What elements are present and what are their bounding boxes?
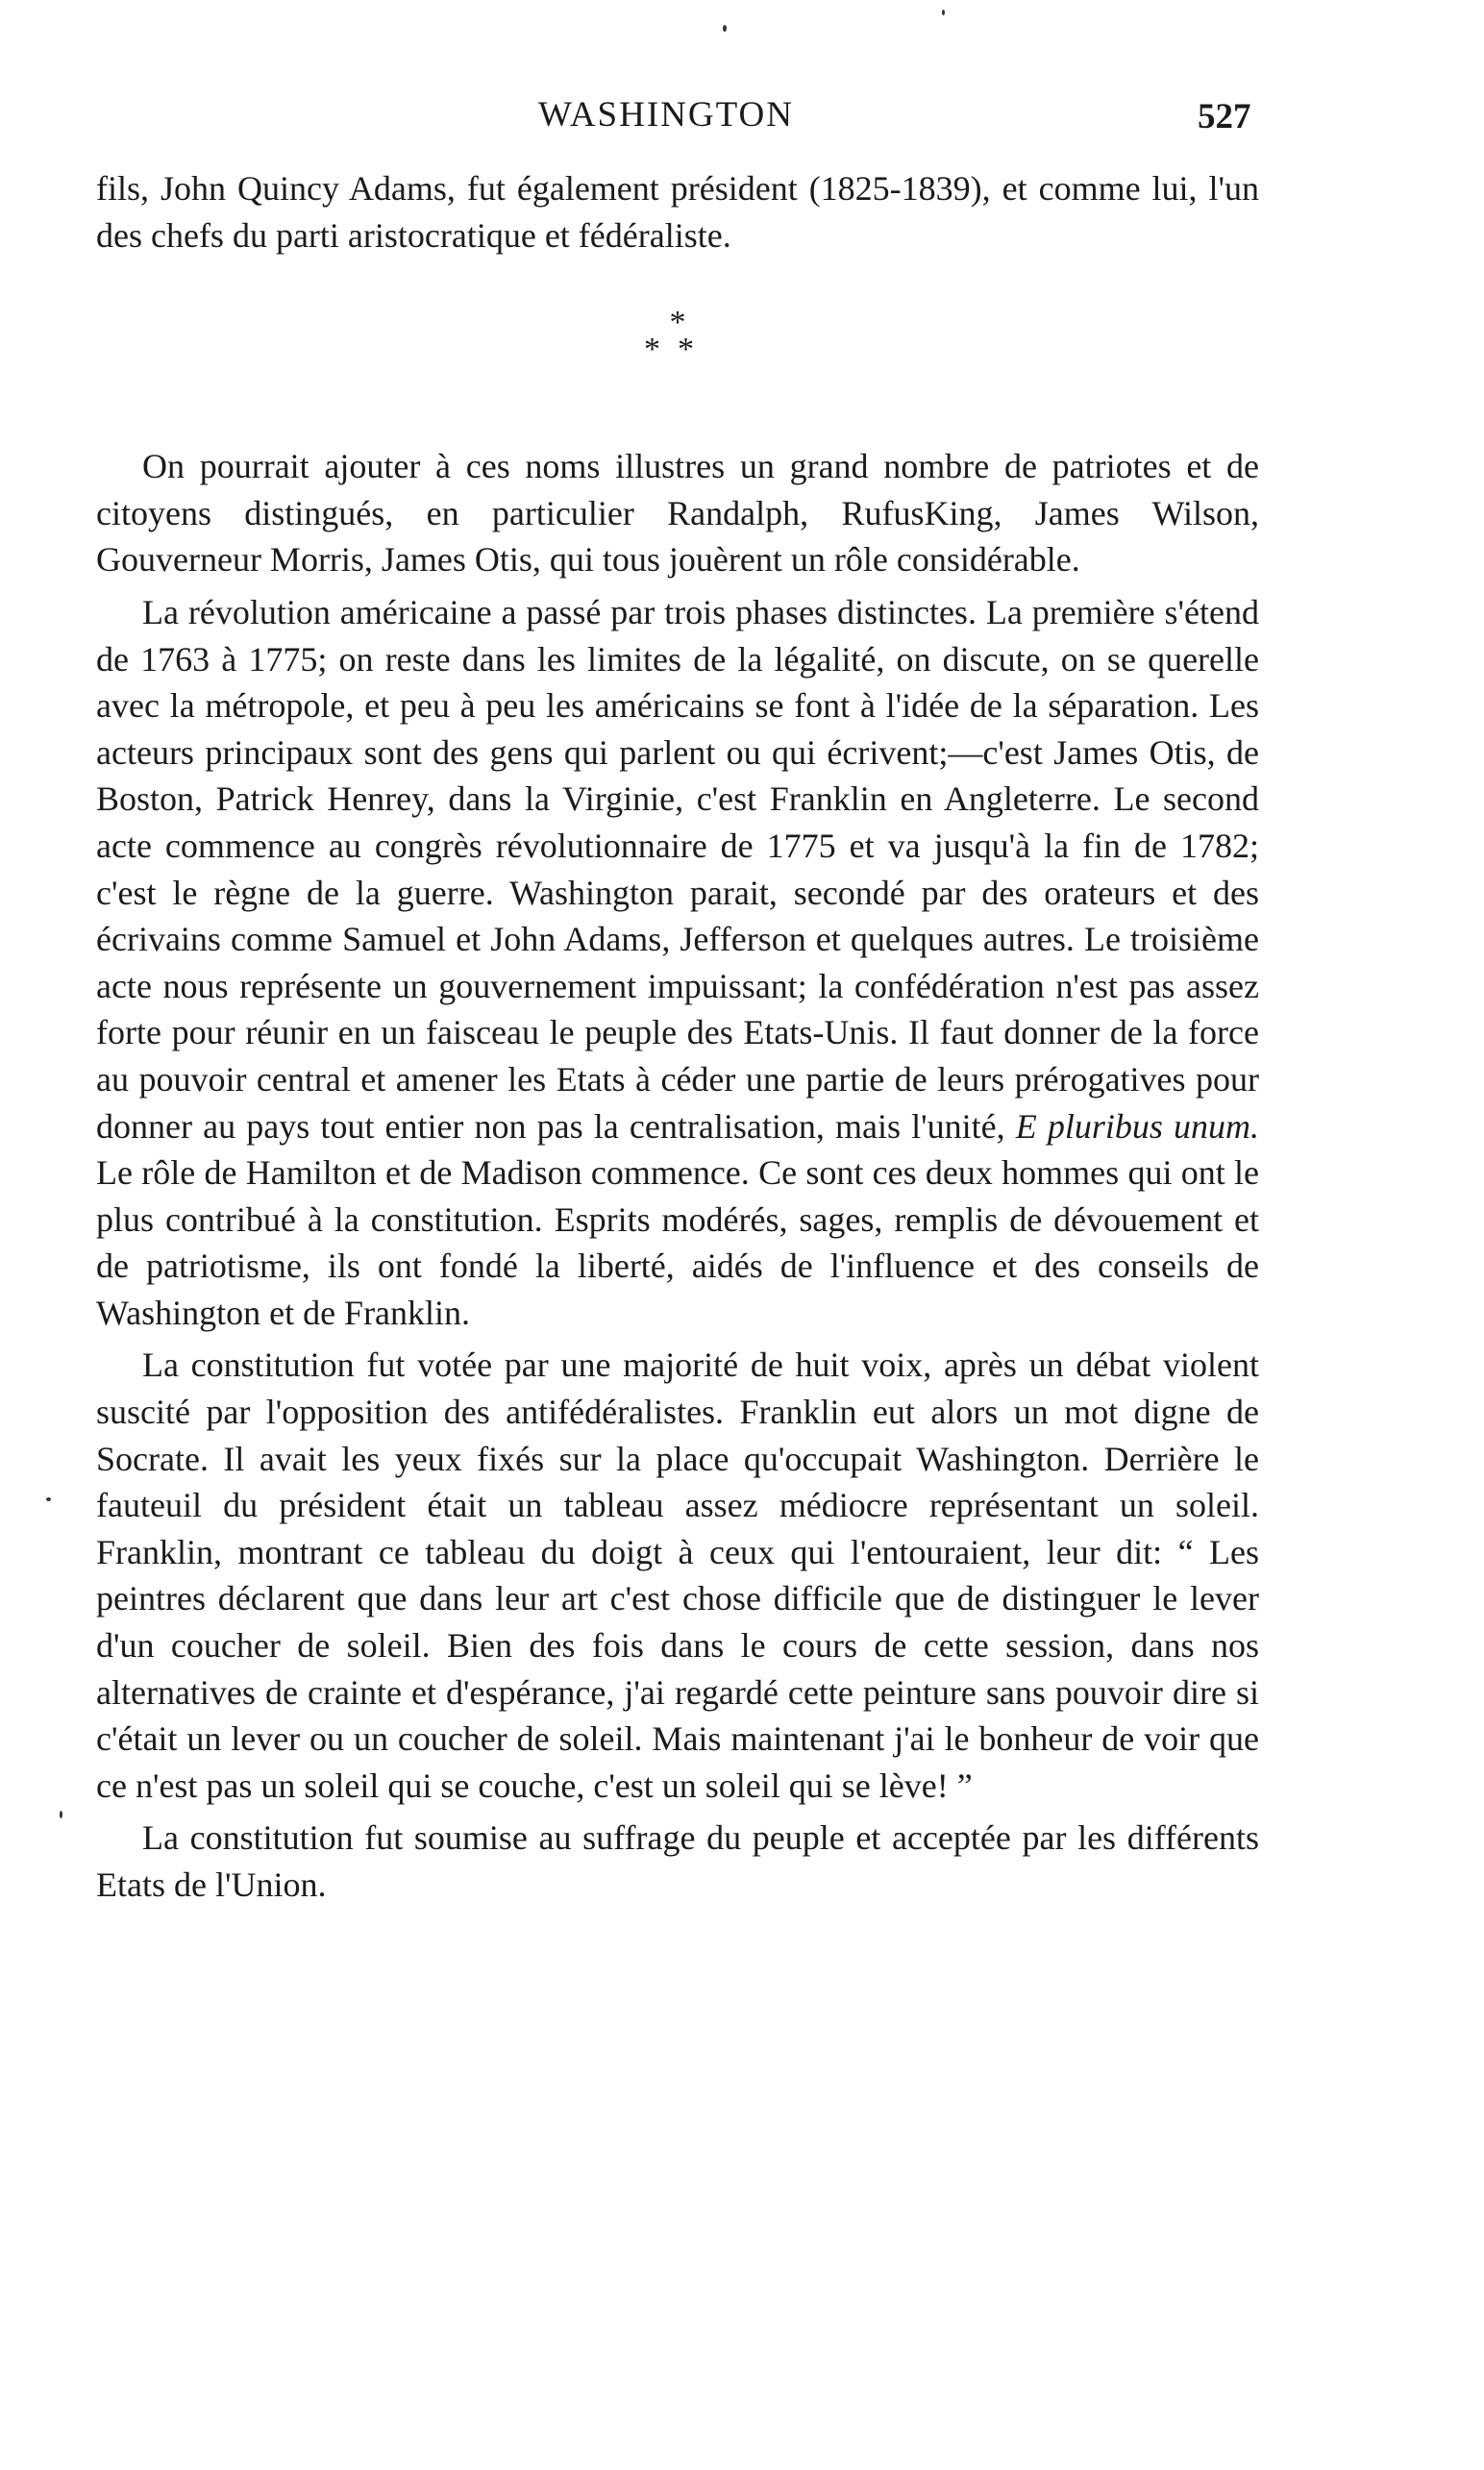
intro-paragraph: fils, John Quincy Adams, fut également président (1825-1839), et comme lui, l'un des chefs du parti aristocratique et fédéraliste. [96, 169, 1259, 255]
section-separator [96, 282, 1259, 416]
latin-motto: E pluribus unum. [1015, 1106, 1259, 1146]
scan-speck [60, 1811, 62, 1818]
running-title: WASHINGTON [538, 95, 794, 135]
page-number: 527 [1198, 97, 1251, 136]
paragraph-franklin-sun: La constitution fut votée par une majorité de huit voix, après un débat violent suscité par l'opposition des antifédéralistes. Franklin eut alors un mot digne de Socrate. Il avait les yeux fixés sur la place qu'occupait Washington. Derrière le fauteuil du président était un tableau assez médiocre représentant un soleil. Franklin, montrant ce tableau du doigt à ceux qui l'entouraient, leur dit: “ Les peintres déclarent que dans leur art c'est chose difficile que de distinguer le lever d'un coucher de soleil. Bien des fois dans le cours de cette session, dans nos alternatives de crainte et d'espérance, j'ai regardé cette peinture sans pouvoir dire si c'était un lever ou un coucher de soleil. Mais maintenant j'ai le bonheur de voir que ce n'est pas un soleil qui se couche, c'est un soleil qui se lève! ” [96, 1346, 1259, 1805]
scan-speck [46, 1497, 51, 1501]
paragraph-ratification: La constitution fut soumise au suffrage du peuple et acceptée par les différents Etats de l'Union. [96, 1818, 1259, 1904]
paragraph-notables: On pourrait ajouter à ces noms illustres un grand nombre de patriotes et de citoyens distingués, en particulier Randalph, RufusKing, James Wilson, Gouverneur Morris, James Otis, qui tous jouèrent un rôle considérable. [96, 447, 1259, 580]
running-head [0, 94, 1484, 152]
phases-text-end: Le rôle de Hamilton et de Madison commence. Ce sont ces deux hommes qui ont le plus contribué à la constitution. Esprits modérés, sages, remplis de dévouement et de patriotisme, ils ont fondé la liberté, aidés de l'influence et des conseils de Washington et de Franklin. [96, 1153, 1259, 1332]
scan-speck [942, 10, 945, 15]
asterism-bottom: ** [644, 332, 711, 368]
scan-speck [723, 25, 727, 32]
body-text [96, 165, 1259, 1909]
asterism-top: * [669, 305, 686, 341]
phases-text: La révolution américaine a passé par trois phases distinctes. La première s'étend de 1763 à 1775; on reste dans les limites de la légalité, on discute, on se querelle avec la métropole, et peu à peu les américains se font à l'idée de la séparation. Les acteurs principaux sont des gens qui parlent ou qui écrivent;—c'est James Otis, de Boston, Patrick Henrey, dans la Virginie, c'est Franklin en Angleterre. Le second acte commence au congrès révolutionnaire de 1775 et va jusqu'à la fin de 1782; c'est le règne de la guerre. Washington parait, secondé par des orateurs et des écrivains comme Samuel et John Adams, Jefferson et quelques autres. Le troisième acte nous représente un gouvernement impuissant; la confédération n'est pas assez forte pour réunir en un faisceau le peuple des Etats-Unis. Il faut donner de la force au pouvoir central et amener les Etats à céder une partie de leurs prérogatives pour donner au pays tout entier non pas la centralisation, mais l'unité, [96, 592, 1259, 1146]
paragraph-revolution-phases [96, 589, 1259, 1337]
